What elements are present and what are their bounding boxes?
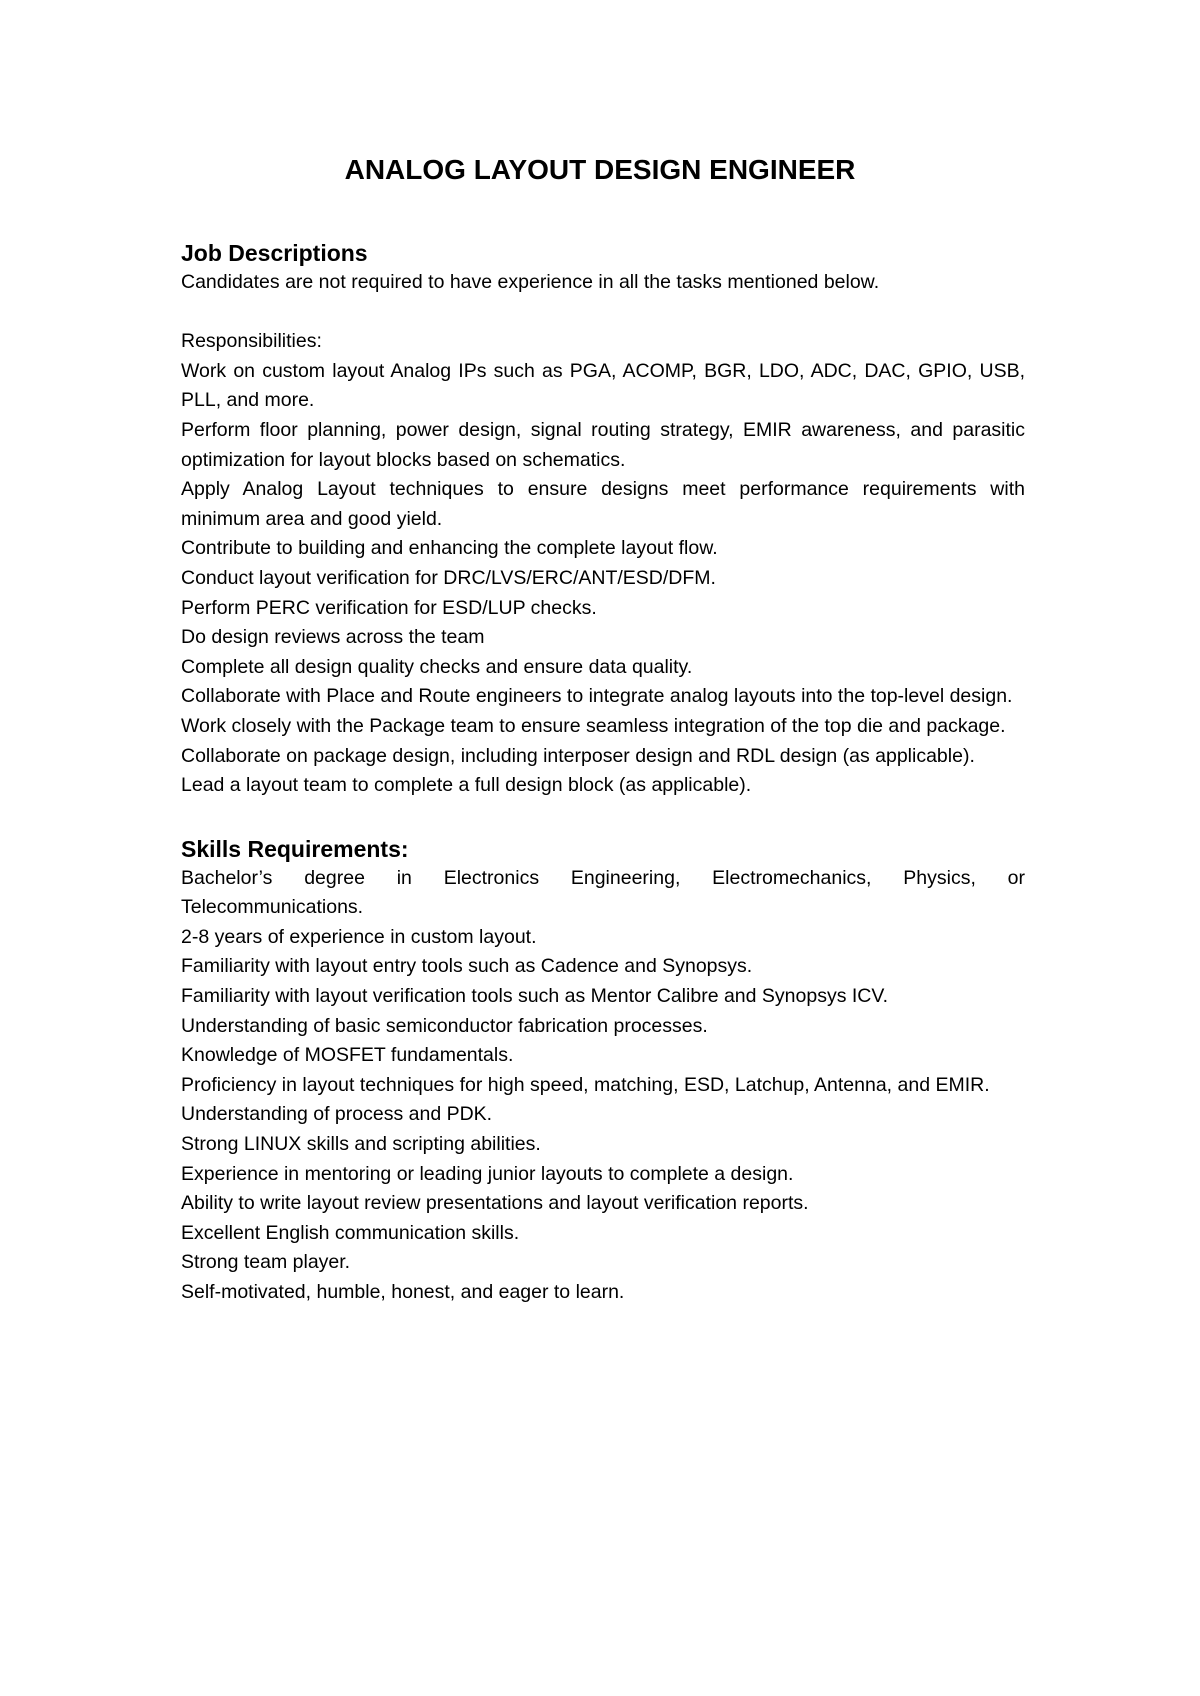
spacer bbox=[181, 298, 1025, 328]
responsibility-item: Conduct layout verification for DRC/LVS/ERC/ANT/ESD/DFM. bbox=[181, 566, 716, 589]
spacer bbox=[181, 801, 1025, 834]
responsibilities-label: Responsibilities: bbox=[181, 330, 322, 353]
responsibility-item: Work closely with the Package team to ensure seamless integration of the top die and package. bbox=[181, 714, 1006, 737]
responsibility-item: Complete all design quality checks and ensure data quality. bbox=[181, 655, 693, 678]
skill-item: Knowledge of MOSFET fundamentals. bbox=[181, 1044, 514, 1067]
document-body bbox=[181, 238, 1025, 1308]
responsibility-item: Lead a layout team to complete a full design block (as applicable). bbox=[181, 774, 752, 797]
skill-item: Proficiency in layout techniques for high speed, matching, ESD, Latchup, Antenna, and EMIR. bbox=[181, 1073, 990, 1096]
responsibility-item: Collaborate on package design, including interposer design and RDL design (as applicable). bbox=[181, 744, 975, 767]
skill-item: Understanding of basic semiconductor fabrication processes. bbox=[181, 1014, 708, 1037]
responsibility-item: Apply Analog Layout techniques to ensure designs meet performance requirements with minimum area and good yield. bbox=[181, 478, 1025, 530]
skills-requirements-heading: Skills Requirements: bbox=[181, 835, 409, 862]
responsibility-item: Do design reviews across the team bbox=[181, 626, 485, 649]
skill-item: Understanding of process and PDK. bbox=[181, 1103, 493, 1126]
skill-item: Ability to write layout review presentations and layout verification reports. bbox=[181, 1192, 809, 1215]
responsibility-item: Contribute to building and enhancing the complete layout flow. bbox=[181, 537, 718, 560]
skill-item: Strong team player. bbox=[181, 1251, 351, 1274]
document-title: ANALOG LAYOUT DESIGN ENGINEER bbox=[344, 154, 856, 185]
skill-item: 2-8 years of experience in custom layout. bbox=[181, 925, 537, 948]
skill-item: Excellent English communication skills. bbox=[181, 1221, 520, 1244]
job-descriptions-heading: Job Descriptions bbox=[181, 240, 368, 266]
skill-item: Experience in mentoring or leading junior layouts to complete a design. bbox=[181, 1162, 794, 1185]
skill-item: Bachelor’s degree in Electronics Engineering, Electromechanics, Physics, or Telecommunications. bbox=[181, 866, 1025, 919]
skill-item: Self-motivated, humble, honest, and eager to learn. bbox=[181, 1281, 625, 1303]
responsibility-item: Perform PERC verification for ESD/LUP checks. bbox=[181, 596, 597, 619]
responsibility-item: Work on custom layout Analog IPs such as PGA, ACOMP, BGR, LDO, ADC, DAC, GPIO, USB, PLL, and more. bbox=[181, 359, 1025, 412]
skill-item: Familiarity with layout verification tools such as Mentor Calibre and Synopsys ICV. bbox=[181, 985, 888, 1008]
intro-text: Candidates are not required to have experience in all the tasks mentioned below. bbox=[181, 271, 880, 293]
skill-item: Familiarity with layout entry tools such as Cadence and Synopsys. bbox=[181, 955, 753, 978]
skill-item: Strong LINUX skills and scripting abilities. bbox=[181, 1133, 541, 1156]
responsibility-item: Perform floor planning, power design, signal routing strategy, EMIR awareness, and parasitic optimization for layout blocks based on schematics. bbox=[181, 418, 1025, 471]
responsibility-item: Collaborate with Place and Route engineers to integrate analog layouts into the top-level design. bbox=[181, 685, 1013, 708]
